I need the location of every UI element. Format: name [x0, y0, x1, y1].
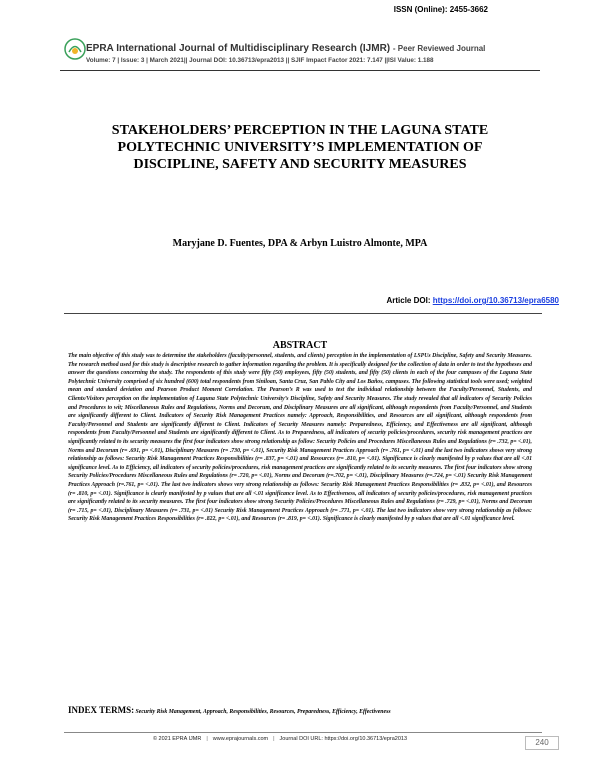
journal-logo-icon: [64, 38, 86, 60]
index-terms-label: INDEX TERMS:: [68, 705, 135, 715]
paper-authors: Maryjane D. Fuentes, DPA & Arbyn Luistro Almonte, MPA: [172, 238, 428, 249]
abstract-divider: [64, 313, 542, 314]
journal-name-text: EPRA International Journal of Multidisciplinary Research (IJMR): [86, 43, 391, 54]
header-divider: [60, 70, 540, 71]
index-terms: [68, 706, 532, 717]
issn-label: ISSN (Online): 2455-3662: [393, 5, 488, 14]
journal-meta: Volume: 7 | Issue: 3 | March 2021|| Journal DOI: 10.36713/epra2013 || SJIF Impact Factor 2021: 7.147 ||ISI Value: 1.188: [86, 57, 434, 64]
doi-label: Article DOI:: [386, 296, 431, 305]
footer-divider: [64, 732, 542, 733]
page-number: 240: [525, 736, 559, 750]
page-footer: © 2021 EPRA IJMR | www.eprajournals.com | Journal DOI URL: https://doi.org/10.36713/epra2013: [152, 736, 408, 742]
paper-title: STAKEHOLDERS’ PERCEPTION IN THE LAGUNA STATE POLYTECHNIC UNIVERSITY’S IMPLEMENTATION OF DISCIPLINE, SAFETY AND SECURITY MEASURES: [111, 123, 489, 172]
peer-reviewed-label: - Peer Reviewed Journal: [392, 44, 486, 53]
article-doi: [386, 296, 559, 305]
abstract-heading: ABSTRACT: [272, 340, 328, 351]
footer-website[interactable]: www.eprajournals.com: [212, 736, 269, 742]
journal-name: [86, 43, 485, 54]
doi-link[interactable]: https://doi.org/10.36713/epra6580: [432, 296, 559, 305]
abstract-text: The main objective of this study was to determine the stakeholders (faculty/personnel, students, and clients) perception in the implementation of LSPUs Discipline, Safety and Security Measures. The research method used for this study is descriptive research to gather information regarding the problem. It is specifically designed for the collection of data in order to test the hypotheses and answer the questions concerning the study. The respondents of this study were fifty (50) employees, fifty (50) students, and fifty (50) clients in each of the four campuses of the Laguna State Polytechnic University comprised of six hundred (600) total respondents from Siniloan, Santa Cruz, San Pablo City and Los Baños, campuses. The following statistical tools were used; weighted mean and standard deviation and Pearson Product Moment Correlation. The Pearson’s R was used to test the individual relationship between the Faculty/Personnel, Students, and Clients/Visitors perception on the implementation of Laguna State Polytechnic University’s Discipline, Safety and Security Measures. The study revealed that all indicators of Security Policies and Procedures to wit; Miscellaneous Rules and Regulations, Norms and Decorum, and Disciplinary Measures are all significant, although respondents from Faculty/Personnel, and Students are significantly different to Client. Indicators of Security Risk Management Practices namely: Approach, Responsibilities, and Resources are all significant, although respondents from Faculty/Personnel and Students are significantly different to Client. Indicators of Security Measures namely: Preparedness, Efficiency, and Effectiveness are all significant, although respondents from Faculty/Personnel and Students are significantly different to Client. As to Preparedness, all indicators of security policies/procedures, security risk management practices are significantly related to its security measures the first four indicators show strong relationship as follow: Security Policies and Procedures Miscellaneous Rules and Regulations (r= .732, p= <.01), Norms and Decorum (r= .691, p= <.01), Disciplinary Measures (r= .730, p= <.01), Security Risk Management Practices Approach (r= .761, p= <.01) and the last two indicators shows very strong relationship as follows: Security Risk Management Practices Responsibilities (r= .837, p= <.01) and Resources (r= .810, p= <.01). Significance is clearly manifested by p values that are all <.01 significance level. As to Efficiency, all indicators of security policies/procedures, risk management practices are significantly related to its security measures. The first four indicators show strong Security Policies/Procedures Miscellaneous Rules and Regulations (r= .720, p= <.01), Norms and Decorum (r=.702, p= <.01), Disciplinary Measures (r=.724, p= <.01) Security Risk Management Practices Approach (r=.761, p= <.01). The last two indicators shows very strong relationship as follows: Security Risk Management Practices Responsibilities (r= .832, p= <.01), and Resources (r= .810, p= <.01). Significance is clearly manifested by p values that are all <.01 significance level. As to Effectiveness, all indicators of security policies/procedures, risk management practices are significantly related to its security measures. The first four indicators show strong Security Policies/Procedures Miscellaneous Rules and Regulations (r= .729, p= <.01), Norms and Decorum (r= .715, p= <.01), Disciplinary Measures (r= .731, p= <.01) Security Risk Management Practices Approach (r= .771, p= <.01). The last two indicators show very strong relationship as follows: Security Risk Management Practices Responsibilities (r= .822, p= <.01), and Resources (r= .819, p= <.01). Significance is clearly manifested by p values that are all <.01 significance level.: [68, 353, 532, 523]
footer-copyright: © 2021 EPRA IJMR: [152, 736, 202, 742]
footer-doi[interactable]: Journal DOI URL: https://doi.org/10.36713/epra2013: [279, 736, 408, 742]
index-terms-value: Security Risk Management, Approach, Responsibilities, Resources, Preparedness, Efficiency, Effectiveness: [135, 709, 391, 715]
